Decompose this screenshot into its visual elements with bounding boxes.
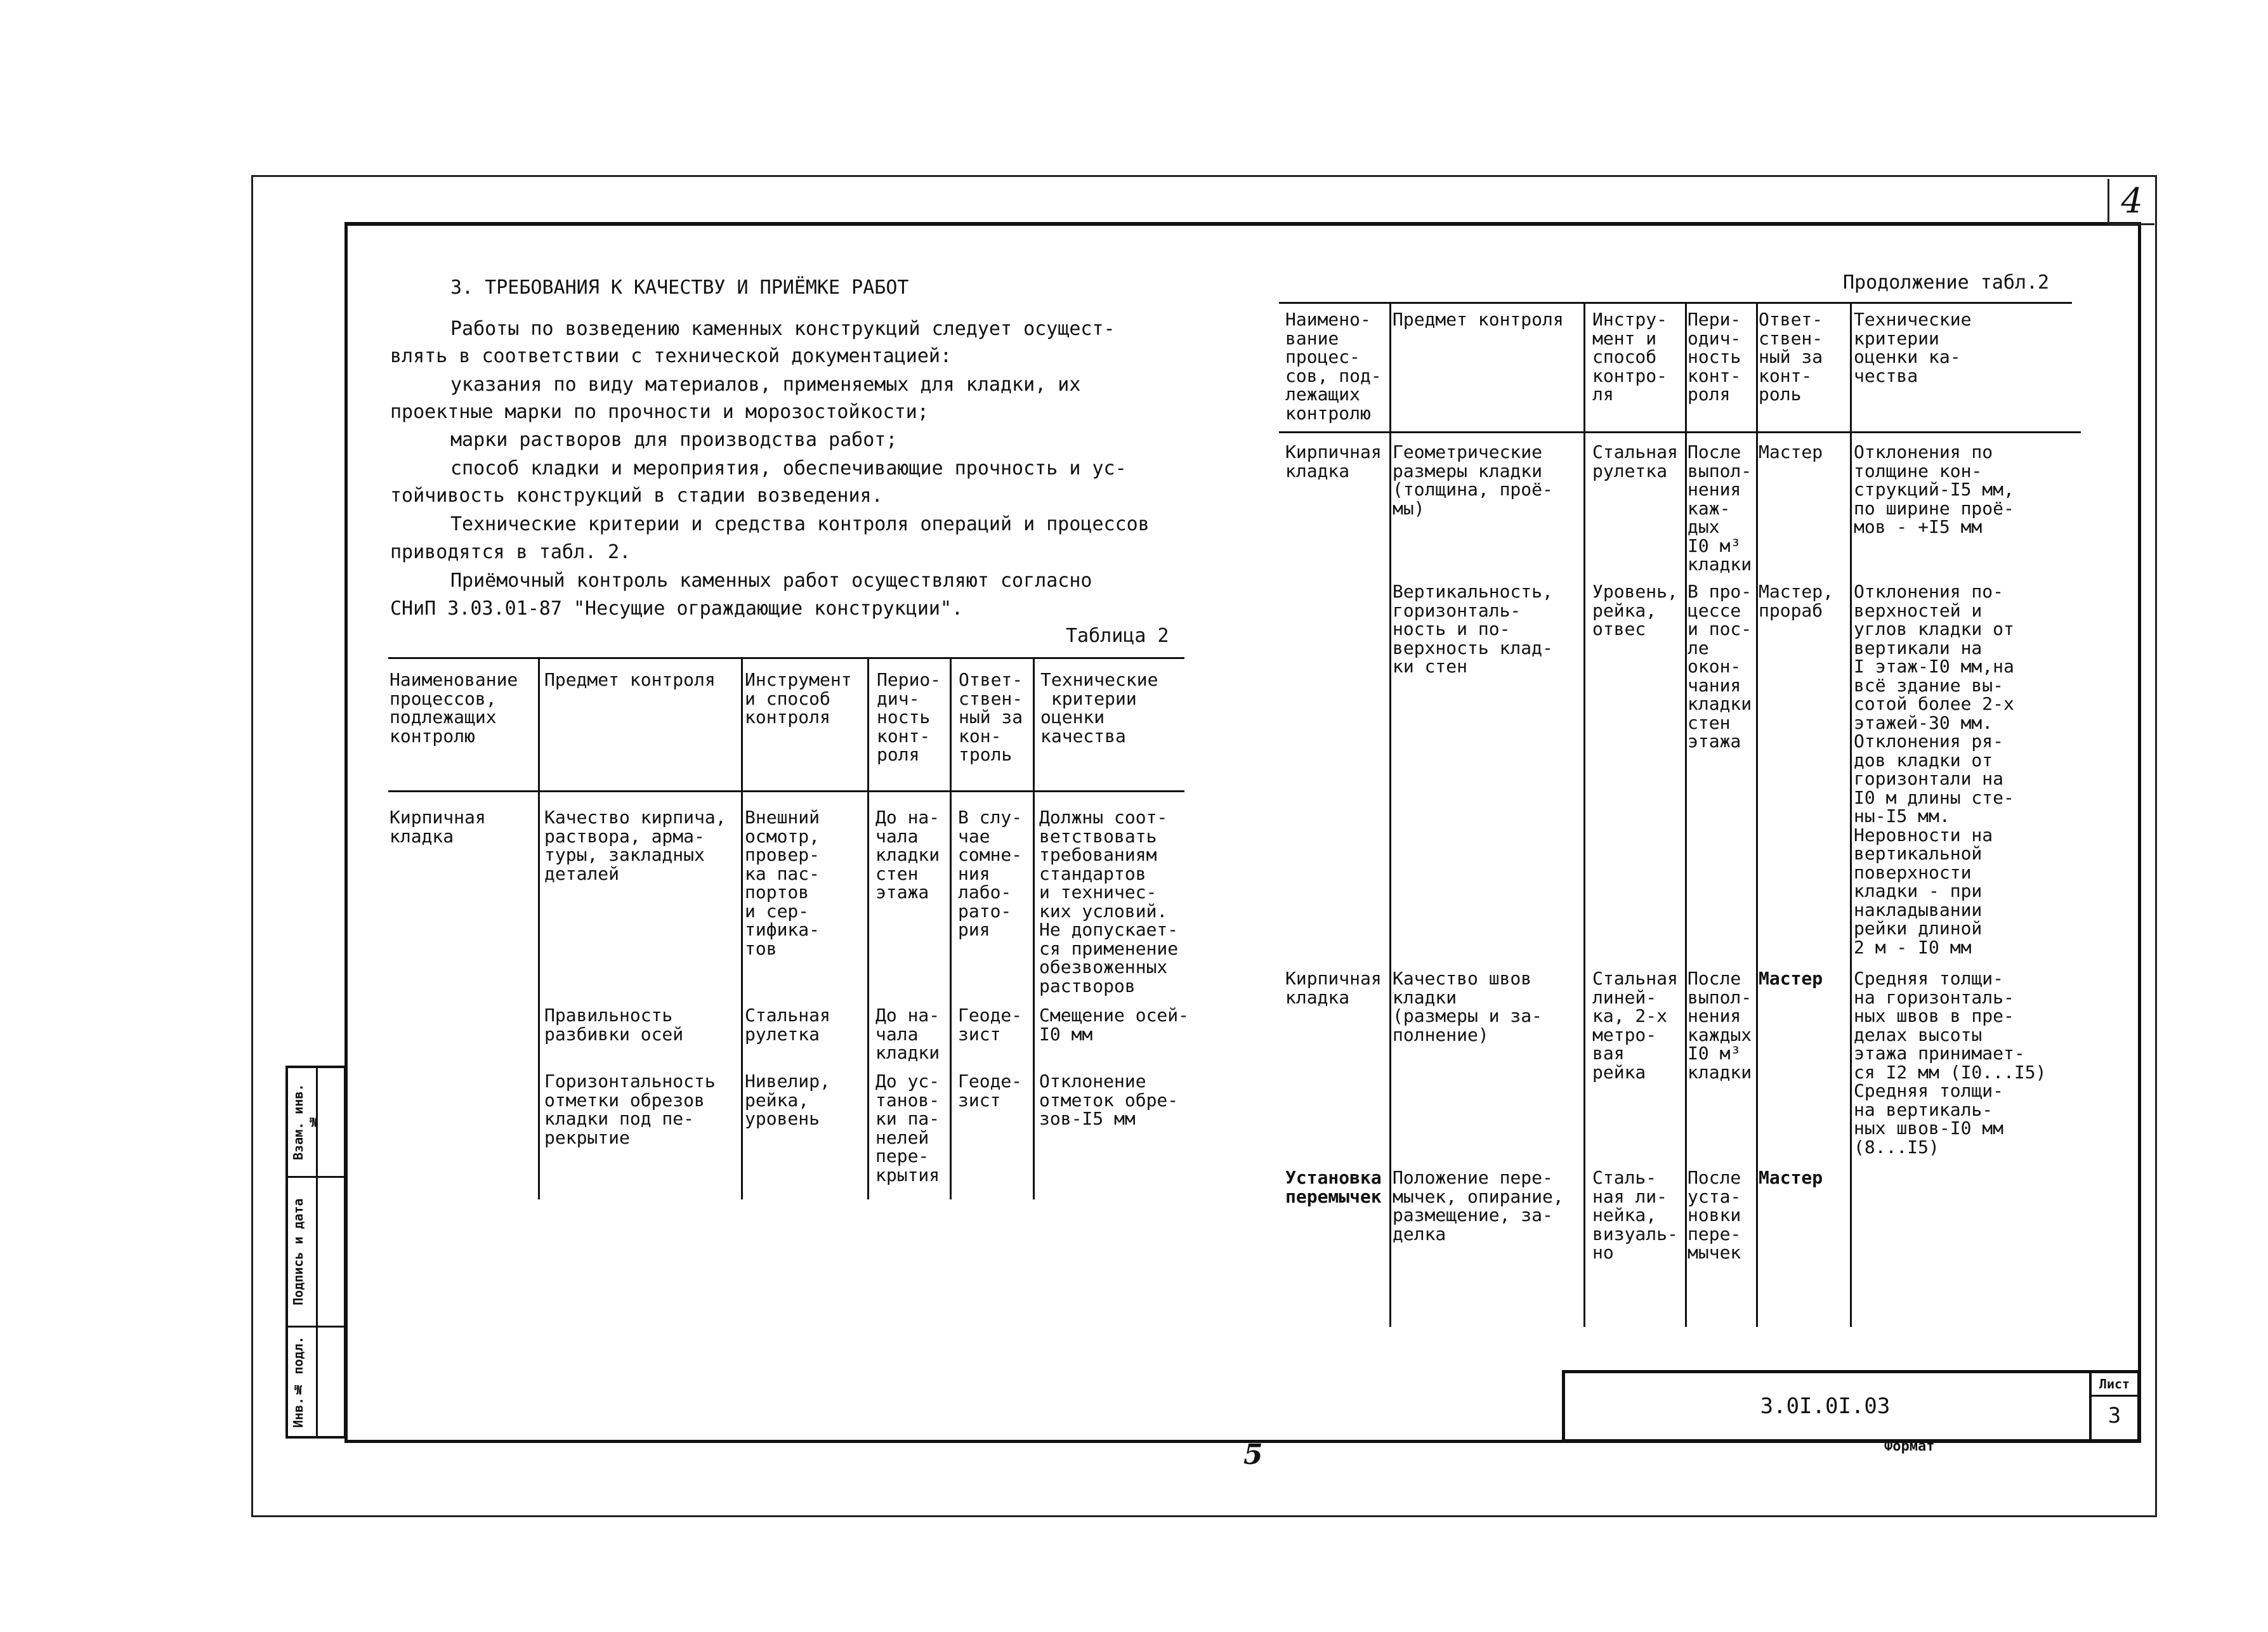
table-header: Инструмент и способ контроля	[745, 669, 852, 728]
table-header: Наимено- вание процес- сов, под- лежащих контролю	[1285, 309, 1382, 424]
stamp-label-replace: Взам. инв. №	[291, 1083, 321, 1161]
paragraph-line: приводятся в табл. 2.	[390, 541, 631, 563]
table-cell: Стальная линей- ка, 2-х метро- вая рейка	[1592, 968, 1678, 1083]
table-cell: Уровень, рейка, отвес	[1592, 581, 1678, 639]
table-header: Инстру- мент и способ контро- ля	[1592, 309, 1668, 405]
table-rule	[1279, 302, 2072, 304]
paragraph-line: СНиП 3.03.01-87 "Несущие ограждающие конструкции".	[390, 597, 964, 620]
table-cell: До на- чала кладки стен этажа	[875, 807, 940, 903]
table-cell: Стальная рулетка	[745, 1005, 830, 1045]
table-cell: Кирпичная кладка	[1285, 968, 1382, 1008]
table-cell: Отклонения по толщине кон- струкций-I5 мм, по ширине проё- мов - +I5 мм	[1854, 441, 2014, 537]
table-header: Предмет контроля	[544, 669, 716, 690]
paragraph-line: проектные марки по прочности и морозостойкости;	[390, 401, 929, 423]
table-cell: Кирпичная кладка	[1285, 441, 1382, 481]
paragraph-line: способ кладки и мероприятия, обеспечивающие прочность и ус-	[450, 457, 1127, 480]
stamp-strip	[285, 1066, 346, 1439]
document-code: 3.0I.0I.03	[1760, 1394, 1891, 1419]
table-cell: После уста- новки пере- мычек	[1688, 1167, 1741, 1263]
table-rule	[1279, 431, 2081, 433]
table-cell: После выпол- нения каждых I0 м³ кладки	[1688, 968, 1752, 1083]
table-column-rule	[538, 657, 540, 1199]
table-header: Пери- одич- ность конт- роля	[1688, 309, 1741, 405]
table-column-rule	[1850, 302, 1852, 1327]
footer-page-number: 5	[1243, 1439, 1263, 1471]
table-cell: Отклонения по- верхностей и углов кладки от вертикали на I этаж-I0 мм,на всё здание вы- сотой более 2-х этажей-30 мм. Отклонения ря- дов кладки от горизонтали на I0 м длины сте- ны-I5 мм. Неровности на вертикальной поверхности кладки - при накладывании рейки длиной 2 м - I0 мм	[1854, 581, 2014, 958]
table-cell: Вертикальность, горизонталь- ность и по- верхность клад- ки стен	[1393, 581, 1553, 677]
table-header: Технические критерии оценки ка- чества	[1854, 309, 1972, 386]
table-header: Технические критерии оценки качества	[1040, 669, 1158, 747]
table-cell: Правильность разбивки осей	[544, 1005, 684, 1045]
format-label: Формат	[1884, 1439, 1935, 1454]
table-column-rule	[867, 657, 869, 1199]
table-cell: Геометрические размеры кладки (толщина, проё- мы)	[1393, 441, 1553, 519]
table-cell: Качество кирпича, раствора, арма- туры, закладных деталей	[544, 807, 726, 884]
table-caption: Таблица 2	[1066, 625, 1169, 647]
table-cell: Мастер	[1759, 968, 1823, 989]
table-header: Наименование процессов, подлежащих контролю	[390, 669, 518, 747]
table-header: Ответ- ствен- ный за конт- роль	[1759, 309, 1823, 405]
paragraph-line: Работы по возведению каменных конструкций следует осущест-	[450, 318, 1115, 340]
table-cell: Горизонтальность отметки обрезов кладки под пе- рекрытие	[544, 1071, 716, 1148]
table-cell: Мастер, прораб	[1759, 581, 1834, 621]
table-cell: В про- цессе и пос- ле окон- чания кладки стен этажа	[1688, 581, 1752, 752]
table-cell: Мастер	[1759, 441, 1823, 462]
table-column-rule	[1685, 302, 1687, 1327]
section-title: 3. ТРЕБОВАНИЯ К КАЧЕСТВУ И ПРИЁМКЕ РАБОТ	[450, 277, 909, 299]
sheet-label: Лист	[2092, 1373, 2137, 1397]
sheet-number: 3	[2107, 1403, 2121, 1428]
paragraph-line: Технические критерии и средства контроля операций и процессов	[450, 513, 1150, 535]
table-rule	[388, 790, 1184, 792]
table-cell: Качество швов кладки (размеры и за- полнение)	[1393, 968, 1543, 1045]
table-column-rule	[950, 657, 952, 1199]
table-cell: Мастер	[1759, 1167, 1823, 1188]
table-cell: Установка перемычек	[1285, 1167, 1382, 1207]
table-column-rule	[1583, 302, 1585, 1327]
paragraph-line: указания по виду материалов, применяемых для кладки, их	[450, 374, 1081, 396]
stamp-label-inventory: Инв.№ подл.	[291, 1336, 306, 1428]
table-cell: Положение пере- мычек, опирание, размещение, за- делка	[1393, 1167, 1564, 1244]
paragraph-line: Приёмочный контроль каменных работ осуществляют согласно	[450, 570, 1092, 592]
table-cell: Геоде- зист	[958, 1005, 1023, 1045]
table-cell: Внешний осмотр, провер- ка пас- портов и сер- тифика- тов	[745, 807, 820, 959]
table-cell: Кирпичная кладка	[390, 807, 486, 847]
paragraph-line: влять в соответствии с технической документацией:	[390, 345, 952, 367]
table-cell: До ус- танов- ки па- нелей пере- крытия	[875, 1071, 940, 1185]
table-cell: Должны соот- ветствовать требованиям стандартов и техничес- ких условий. Не допускает- ся применение обезвоженных растворов	[1039, 807, 1179, 996]
table-header: Ответ- ствен- ный за кон- троль	[959, 669, 1023, 765]
table-column-rule	[741, 657, 743, 1199]
sheet-box	[2089, 1373, 2137, 1439]
table-caption-continued: Продолжение табл.2	[1843, 271, 2050, 294]
corner-page-number: 4	[2107, 179, 2154, 225]
paragraph-line: марки растворов для производства работ;	[450, 429, 898, 451]
table-cell: Стальная рулетка	[1592, 441, 1678, 481]
table-cell: До на- чала кладки	[875, 1005, 940, 1063]
table-cell: Средняя толщи- на горизонталь- ных швов в пре- делах высоты этажа принимает- ся I2 мм (I0...I5) Средняя толщи- на вертикаль- ных швов-I0 мм (8...I5)	[1854, 968, 2047, 1158]
table-cell: В слу- чае сомне- ния лабо- рато- рия	[958, 807, 1023, 940]
title-block	[1562, 1370, 2140, 1442]
table-header: Предмет контроля	[1393, 309, 1564, 330]
table-column-rule	[1389, 302, 1391, 1327]
table-rule	[388, 657, 1184, 659]
table-header: Перио- дич- ность конт- роля	[877, 669, 941, 765]
stamp-label-signature: Подпись и дата	[291, 1198, 306, 1306]
table-cell: Смещение осей- I0 мм	[1039, 1005, 1190, 1045]
table-column-rule	[1033, 657, 1035, 1199]
table-cell: Отклонение отметок обре- зов-I5 мм	[1039, 1071, 1179, 1129]
paragraph-line: тойчивость конструкций в стадии возведения.	[390, 485, 883, 507]
table-cell: Сталь- ная ли- нейка, визуаль- но	[1592, 1167, 1678, 1263]
table-column-rule	[1756, 302, 1758, 1327]
table-cell: Геоде- зист	[958, 1071, 1023, 1111]
table-cell: Нивелир, рейка, уровень	[745, 1071, 830, 1129]
table-cell: После выпол- нения каж- дых I0 м³ кладки	[1688, 441, 1752, 575]
